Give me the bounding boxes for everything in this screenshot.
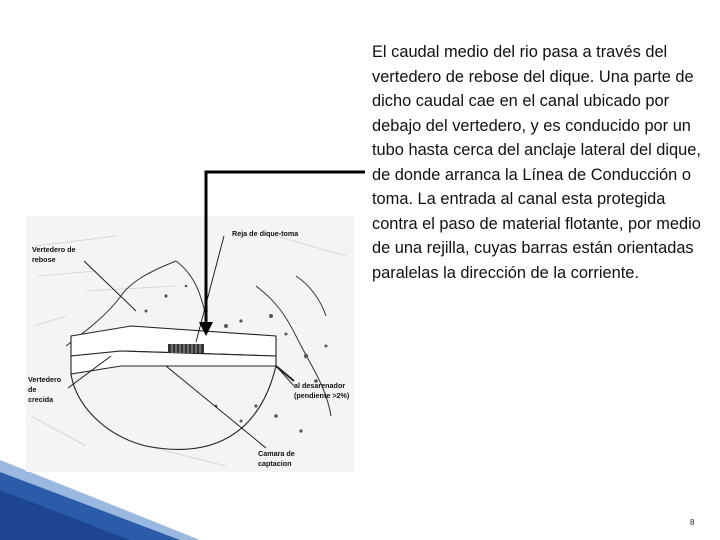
- label-vertedero-rebose-2: rebose: [32, 255, 56, 264]
- label-desarenador-1: al desarenador: [294, 381, 346, 390]
- body-text: El caudal medio del rio pasa a través del vertedero de rebose del dique. Una parte de dicho caudal cae en el canal ubicado por debajo del vertedero, y es conducido por un tubo hasta cerca del anclaje lateral del dique, de donde arranca la Línea de Conducción o toma. La entrada al canal esta protegida contra el paso de material flotante, por medio de una rejilla, cuyas barras están orientadas paralelas la dirección de la corriente.: [372, 43, 701, 282]
- label-vertedero-crecida-2: de: [28, 385, 37, 394]
- label-camara-1: Camara de: [258, 449, 295, 458]
- label-camara-2: captacion: [258, 459, 292, 468]
- label-vertedero-rebose-1: Vertedero de: [32, 245, 76, 254]
- label-reja: Reja de dique-toma: [232, 229, 299, 238]
- label-desarenador-2: (pendiente >2%): [294, 391, 350, 400]
- page-number: 8: [690, 518, 695, 527]
- label-vertedero-crecida-3: crecida: [28, 395, 54, 404]
- label-vertedero-crecida-1: Vertedero: [28, 375, 62, 384]
